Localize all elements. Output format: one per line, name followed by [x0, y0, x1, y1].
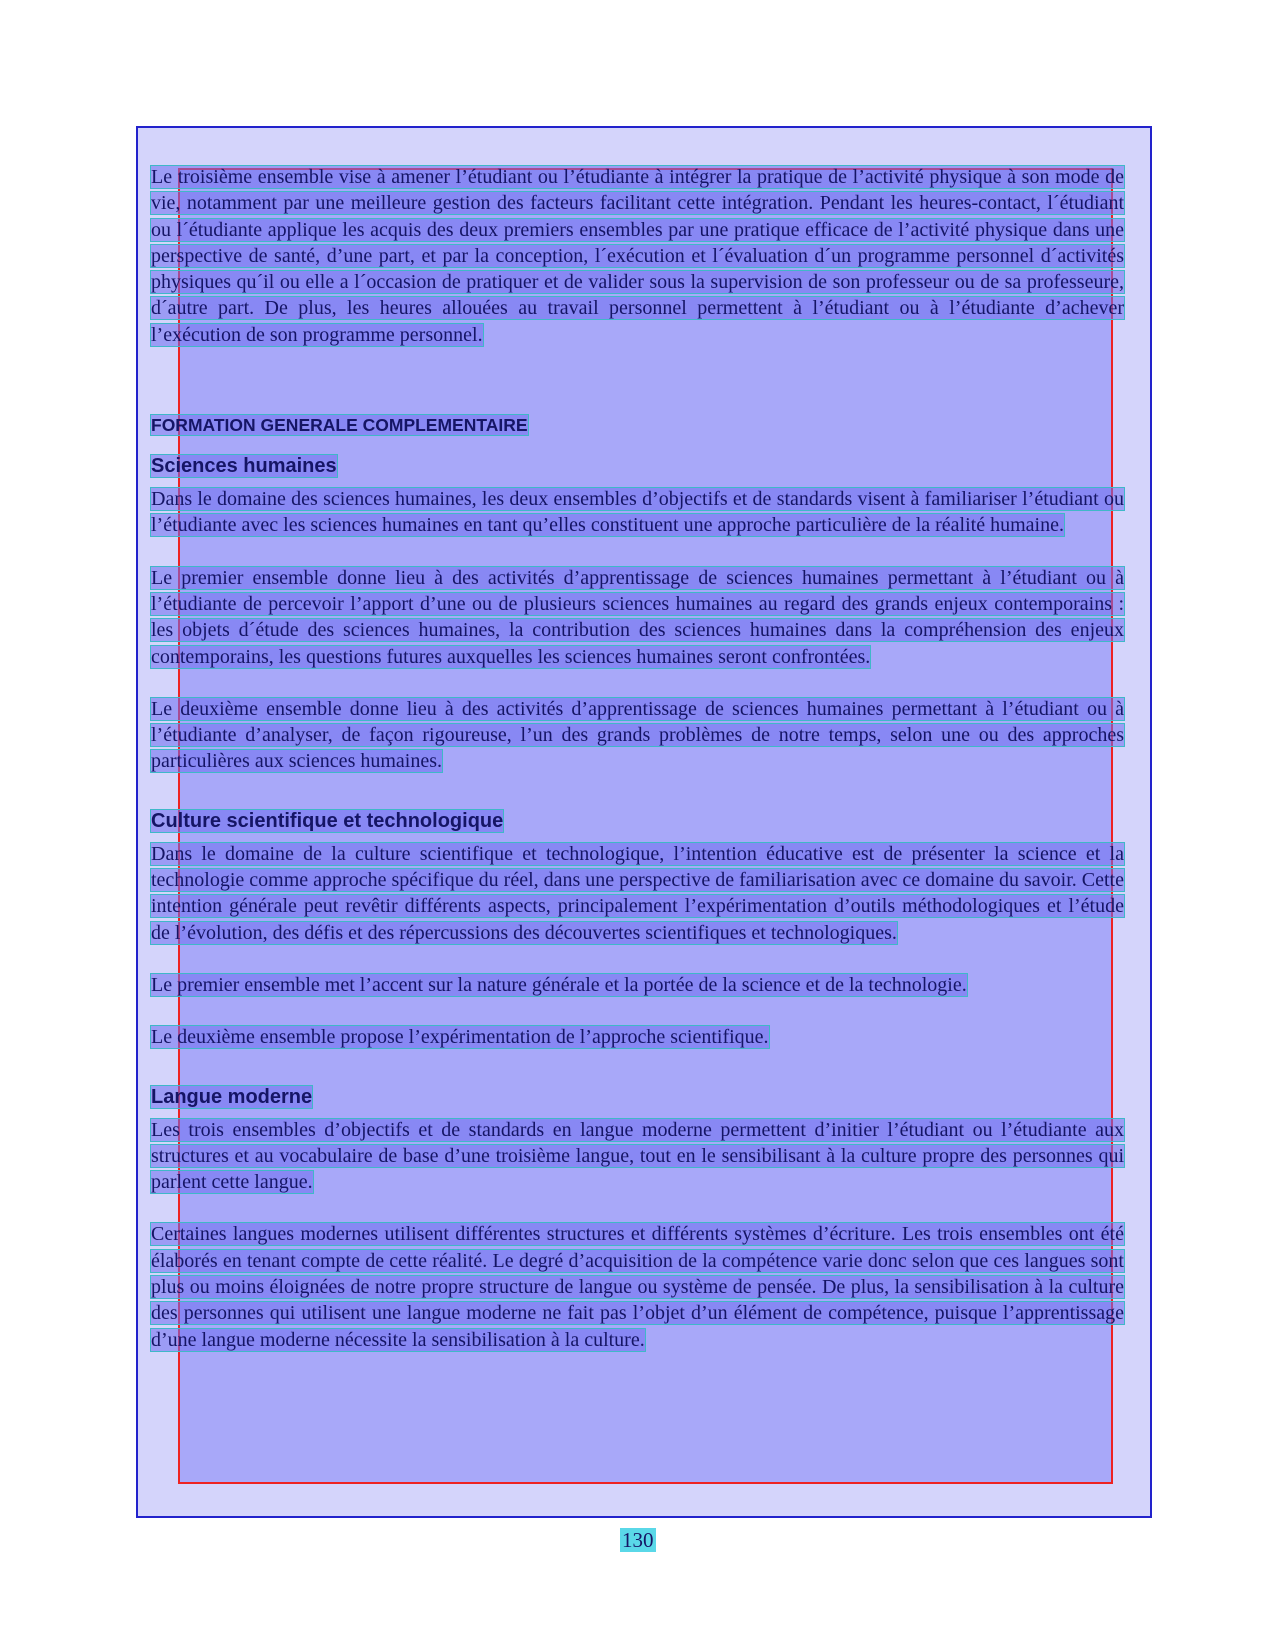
langue-moderne-paragraph: Les trois ensembles d’objectifs et de standards en langue moderne permettent d’initier l’étudiant ou l’étudiante aux structures et au vocabulaire de base d’une troisième langue, tout en le sensibilisant à la culture propre des personnes qui parlent cette langue. [151, 1118, 1124, 1194]
sciences-humaines-paragraph: Le deuxième ensemble donne lieu à des activités d’apprentissage de sciences humaines permettant à l’étudiant ou à l’étudiante d’analyser, de façon rigoureuse, l’un des grands problèmes de notre temps, selon une ou des approches particulières aux sciences humaines. [151, 697, 1124, 773]
culture-scientifique-paragraph: Le premier ensemble met l’accent sur la nature générale et la portée de la science et de la technologie. [151, 973, 967, 996]
heading-sciences-humaines: Sciences humaines [151, 455, 337, 478]
heading-langue-moderne: Langue moderne [151, 1085, 313, 1108]
intro-paragraph: Le troisième ensemble vise à amener l’étudiant ou l’étudiante à intégrer la pratique de l’activité physique à son mode de vie, notamment par une meilleure gestion des facteurs facilitant cette intégration. Pendant les heures-contact, l´étudiant ou l´étudiante applique les acquis des deux premiers ensembles par une pratique efficace de l’activité physique dans une perspective de santé, d’une part, et par la conception, l´exécution et l´évaluation d´un programme personnel d´activités physiques qu´il ou elle a l´occasion de pratiquer et de valider sous la supervision de son professeur ou de sa professeure, d´autre part. De plus, les heures allouées au travail personnel permettent à l’étudiant ou à l’étudiante d’achever l’exécution de son programme personnel. [151, 166, 1124, 346]
heading-culture-scientifique: Culture scientifique et technologique [151, 809, 504, 832]
section-title: FORMATION GENERALE COMPLEMENTAIRE [151, 415, 528, 436]
culture-scientifique-paragraph: Le deuxième ensemble propose l’expérimentation de l’approche scientifique. [151, 1026, 769, 1049]
culture-scientifique-paragraph: Dans le domaine de la culture scientifique et technologique, l’intention éducative est de présenter la science et la technologie comme approche spécifique du réel, dans une perspective de familiarisation avec ce domaine du savoir. Cette intention générale peut revêtir différents aspects, principalement l’expérimentation d’outils méthodologiques et l’étude de l’évolution, des défis et des répercussions des découvertes scientifiques et technologiques. [151, 842, 1124, 944]
sciences-humaines-paragraph: Dans le domaine des sciences humaines, les deux ensembles d’objectifs et de standards visent à familiariser l’étudiant ou l’étudiante avec les sciences humaines en tant qu’elles constituent une approche particulière de la réalité humaine. [151, 488, 1124, 537]
page-number: 130 [622, 1528, 654, 1552]
langue-moderne-paragraph: Certaines langues modernes utilisent différentes structures et différents systèmes d’écriture. Les trois ensembles ont été élaborés en tenant compte de cette réalité. Le degré d’acquisition de la compétence varie donc selon que ces langues sont plus ou moins éloignées de notre propre structure de langue ou système de pensée. De plus, la sensibilisation à la culture des personnes qui utilisent une langue moderne ne fait pas l’objet d’un élément de compétence, puisque l’apprentissage d’une langue moderne nécessite la sensibilisation à la culture. [151, 1223, 1124, 1351]
sciences-humaines-paragraph: Le premier ensemble donne lieu à des activités d’apprentissage de sciences humaines permettant à l’étudiant ou à l’étudiante de percevoir l’apport d’une ou de plusieurs sciences humaines au regard des grands enjeux contemporains : les objets d´étude des sciences humaines, la contribution des sciences humaines dans la compréhension des enjeux contemporains, les questions futures auxquelles les sciences humaines seront confrontées. [151, 566, 1124, 668]
page-content [151, 164, 1124, 1353]
